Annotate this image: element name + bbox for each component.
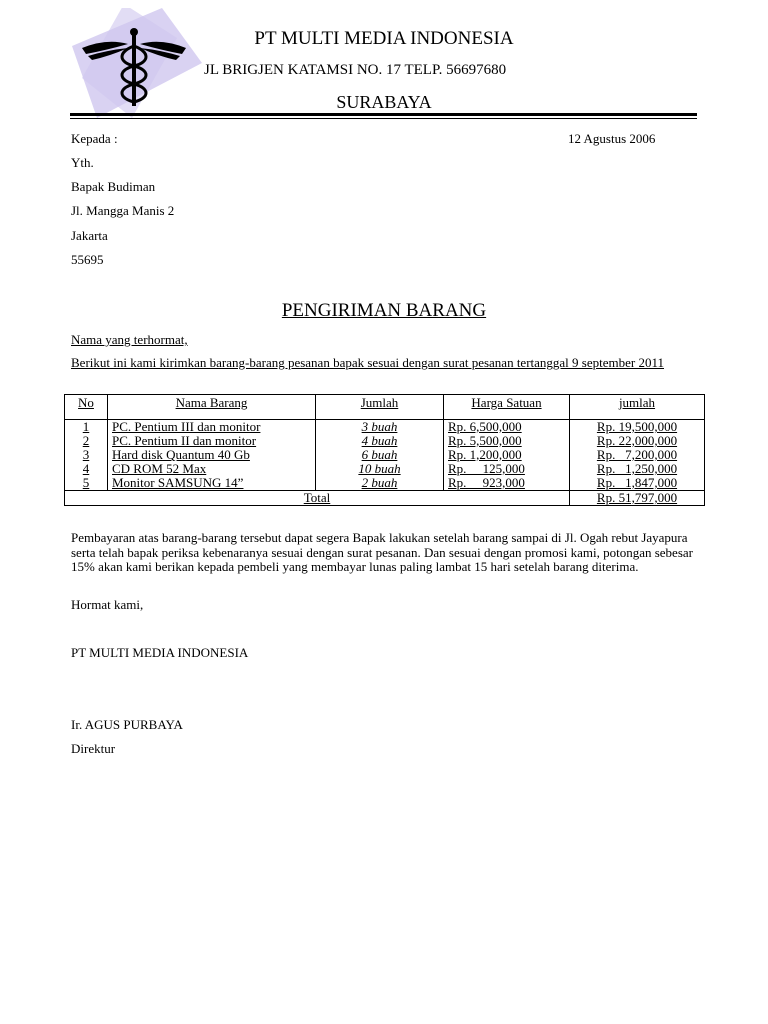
recipient-city: Jakarta: [71, 228, 108, 243]
to-label: Kepada :: [71, 131, 118, 146]
row-name: CD ROM 52 Max: [108, 462, 316, 476]
total-label: Total: [65, 491, 570, 506]
row-name: Monitor SAMSUNG 14”: [108, 476, 316, 491]
row-price: Rp. 125,000: [444, 462, 570, 476]
row-no: 4: [65, 462, 108, 476]
table-row: [65, 434, 705, 448]
row-name: Hard disk Quantum 40 Gb: [108, 448, 316, 462]
signature-company: PT MULTI MEDIA INDONESIA: [71, 645, 249, 660]
table-header: [65, 395, 705, 420]
row-qty: 3 buah: [316, 420, 444, 435]
recipient-name: Bapak Budiman: [71, 179, 156, 194]
row-no: 1: [65, 420, 108, 435]
header-rule-thin: [70, 118, 697, 119]
body-paragraph: Pembayaran atas barang-barang tersebut dapat segera Bapak lakukan setelah barang sampai di Jl. Ogah rebut Jayapura serta telah bapak periksa kebenaranya sesuai dengan surat pesanan. Dan sesuai dengan promosi kami, potongan sebesar 15% akan kami berikan kepada pembeli yang membayar lunas paling lambat 15 hari setelah barang diterima.: [71, 530, 693, 574]
header-price: Harga Satuan: [444, 395, 570, 420]
letter-title: PENGIRIMAN BARANG: [281, 300, 487, 321]
row-price: Rp. 923,000: [444, 476, 570, 491]
header-qty: Jumlah: [316, 395, 444, 420]
signature-position: Direktur: [71, 741, 116, 756]
items-table: [64, 394, 705, 506]
row-total: Rp. 7,200,000: [570, 448, 705, 462]
table-row: [65, 448, 705, 462]
company-city: SURABAYA: [336, 92, 432, 112]
recipient-street: Jl. Mangga Manis 2: [71, 203, 175, 218]
row-no: 3: [65, 448, 108, 462]
grand-total: Rp. 51,797,000: [570, 491, 705, 506]
company-address: JL BRIGJEN KATAMSI NO. 17 TELP. 56697680: [204, 62, 507, 78]
row-total: Rp. 1,250,000: [570, 462, 705, 476]
row-name: PC. Pentium II dan monitor: [108, 434, 316, 448]
greeting: Nama yang terhormat,: [71, 332, 188, 347]
letter-date: 12 Agustus 2006: [568, 131, 656, 146]
table-total-row: [65, 491, 705, 506]
row-total: Rp. 22,000,000: [570, 434, 705, 448]
header-name: Nama Barang: [108, 395, 316, 420]
table-row: [65, 462, 705, 476]
row-total: Rp. 1,847,000: [570, 476, 705, 491]
row-qty: 10 buah: [316, 462, 444, 476]
row-name: PC. Pentium III dan monitor: [108, 420, 316, 435]
row-total: Rp. 19,500,000: [570, 420, 705, 435]
table-row: [65, 476, 705, 491]
row-no: 5: [65, 476, 108, 491]
table-row: [65, 420, 705, 435]
row-qty: 2 buah: [316, 476, 444, 491]
row-price: Rp. 5,500,000: [444, 434, 570, 448]
row-no: 2: [65, 434, 108, 448]
row-price: Rp. 6,500,000: [444, 420, 570, 435]
row-qty: 6 buah: [316, 448, 444, 462]
closing: Hormat kami,: [71, 597, 144, 612]
header-no: No: [65, 395, 108, 420]
company-name: PT MULTI MEDIA INDONESIA: [254, 28, 514, 49]
header-total: jumlah: [570, 395, 705, 420]
intro-text: Berikut ini kami kirimkan barang-barang pesanan bapak sesuai dengan surat pesanan tertanggal 9 september 2011: [71, 355, 664, 370]
header-rule: [70, 113, 697, 116]
salutation: Yth.: [71, 155, 94, 170]
signature-name: Ir. AGUS PURBAYA: [71, 717, 183, 732]
row-price: Rp. 1,200,000: [444, 448, 570, 462]
row-qty: 4 buah: [316, 434, 444, 448]
recipient-postal: 55695: [71, 252, 104, 267]
